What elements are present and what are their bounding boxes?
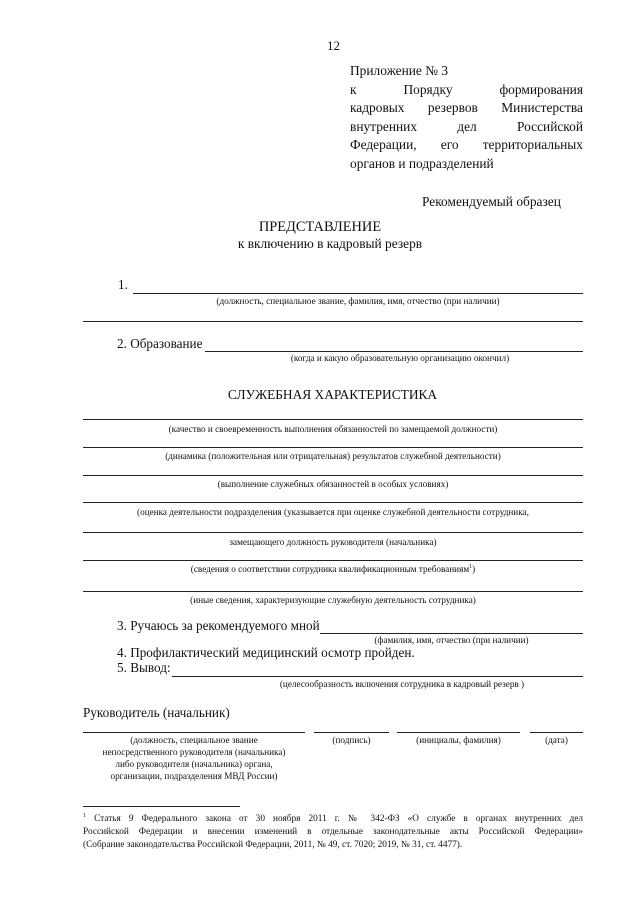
characteristic-caption-7: (иные сведения, характеризующие служебную деятельность сотрудника): [190, 595, 476, 605]
footnote: [83, 810, 583, 852]
caption-6-text: (сведения о соответствии сотрудника квалификационным требованиям: [190, 564, 470, 575]
footnote-separator: [83, 806, 240, 807]
item4-text: 4. Профилактический медицинский осмотр пройден.: [117, 645, 415, 660]
item2-fill-line[interactable]: [205, 351, 583, 352]
signature-caption: (подпись): [332, 735, 371, 745]
item5-label: 5. Вывод:: [117, 660, 171, 675]
characteristic-caption-4: (оценка деятельности подразделения (указывается при оценке служебной деятельности сотрудника,: [137, 507, 529, 517]
signature-line[interactable]: [314, 732, 389, 733]
characteristic-caption-5: замещающего должность руководителя (начальника): [229, 537, 437, 547]
appendix-line-1: Приложение № 3: [350, 63, 449, 78]
footnote-line-1: [83, 810, 583, 826]
appendix-line-3: кадровых резервов Министерства: [350, 100, 583, 115]
initials-caption: (инициалы, фамилия): [416, 735, 501, 745]
appendix-line-4: внутренних дел Российской: [350, 118, 583, 134]
initials-line[interactable]: [397, 732, 520, 733]
item1-number: 1.: [118, 277, 128, 292]
characteristic-caption-6: [83, 564, 583, 574]
appendix-line-5: Федерации, его территориальных: [350, 137, 583, 152]
section-title: СЛУЖЕБНАЯ ХАРАКТЕРИСТИКА: [227, 387, 438, 402]
item3-label: 3. Ручаюсь за рекомендуемого мной: [117, 618, 320, 633]
position-caption-4: организации, подразделения МВД России): [110, 771, 278, 781]
document-title: ПРЕДСТАВЛЕНИЕ: [258, 219, 382, 235]
date-line[interactable]: [530, 732, 583, 733]
item1-fill-line[interactable]: [133, 293, 583, 294]
appendix-line-6: органов и подразделений: [350, 155, 494, 171]
footnote-line-2: Российской Федерации и внесении изменений в отдельные законодательные акты Российской Федерации»: [83, 827, 583, 838]
head-label: Руководитель (начальник): [83, 705, 230, 720]
caption-6-close: ): [472, 564, 476, 575]
characteristic-line-5[interactable]: [83, 532, 583, 533]
item5-fill-line[interactable]: [172, 676, 583, 677]
characteristic-line-4[interactable]: [83, 502, 583, 503]
characteristic-line-7[interactable]: [83, 591, 583, 592]
item3-caption: (фамилия, имя, отчество (при наличии): [374, 635, 529, 645]
item2-label: 2. Образование: [117, 336, 203, 351]
footnote-marker: 1: [83, 813, 86, 819]
position-line[interactable]: [83, 732, 305, 733]
characteristic-caption-3: (выполнение служебных обязанностей в особых условиях): [217, 479, 449, 489]
footnote-ref-marker: 1: [469, 564, 473, 570]
item1-extra-line[interactable]: [83, 321, 583, 322]
characteristic-line-2[interactable]: [83, 447, 583, 448]
position-caption-2: непосредственного руководителя (начальника): [102, 747, 286, 757]
date-caption: (дата): [545, 735, 568, 745]
characteristic-caption-2: (динамика (положительная или отрицательная) результатов служебной деятельности): [165, 451, 501, 461]
characteristic-line-3[interactable]: [83, 475, 583, 476]
position-caption-3: либо руководителя (начальника) органа,: [115, 759, 273, 769]
appendix-block: [350, 62, 583, 173]
footnote-line-1-text: Статья 9 Федерального закона от 30 ноября 2011 г. № 342-ФЗ «О службе в органах внутренних дел: [94, 814, 584, 825]
page-number: 12: [327, 38, 340, 53]
recommended-sample-label: Рекомендуемый образец: [422, 194, 561, 209]
document-subtitle: к включению в кадровый резерв: [237, 236, 423, 251]
characteristic-line-6[interactable]: [83, 560, 583, 561]
item2-caption: (когда и какую образовательную организацию окончил): [290, 353, 510, 363]
footnote-line-3: (Собрание законодательства Российской Федерации, 2011, № 49, ст. 7020; 2019, № 31, ст. 4477).: [83, 840, 463, 851]
position-caption-1: (должность, специальное звание: [130, 735, 258, 745]
item1-caption: (должность, специальное звание, фамилия, имя, отчество (при наличии): [216, 296, 500, 306]
item3-fill-line[interactable]: [320, 633, 583, 634]
appendix-line-2: к Порядку формирования: [350, 81, 583, 97]
item5-caption: (целесообразность включения сотрудника в кадровый резерв ): [279, 679, 525, 689]
characteristic-line-1[interactable]: [83, 419, 583, 420]
characteristic-caption-1: (качество и своевременность выполнения обязанностей по замещаемой должности): [168, 424, 498, 434]
